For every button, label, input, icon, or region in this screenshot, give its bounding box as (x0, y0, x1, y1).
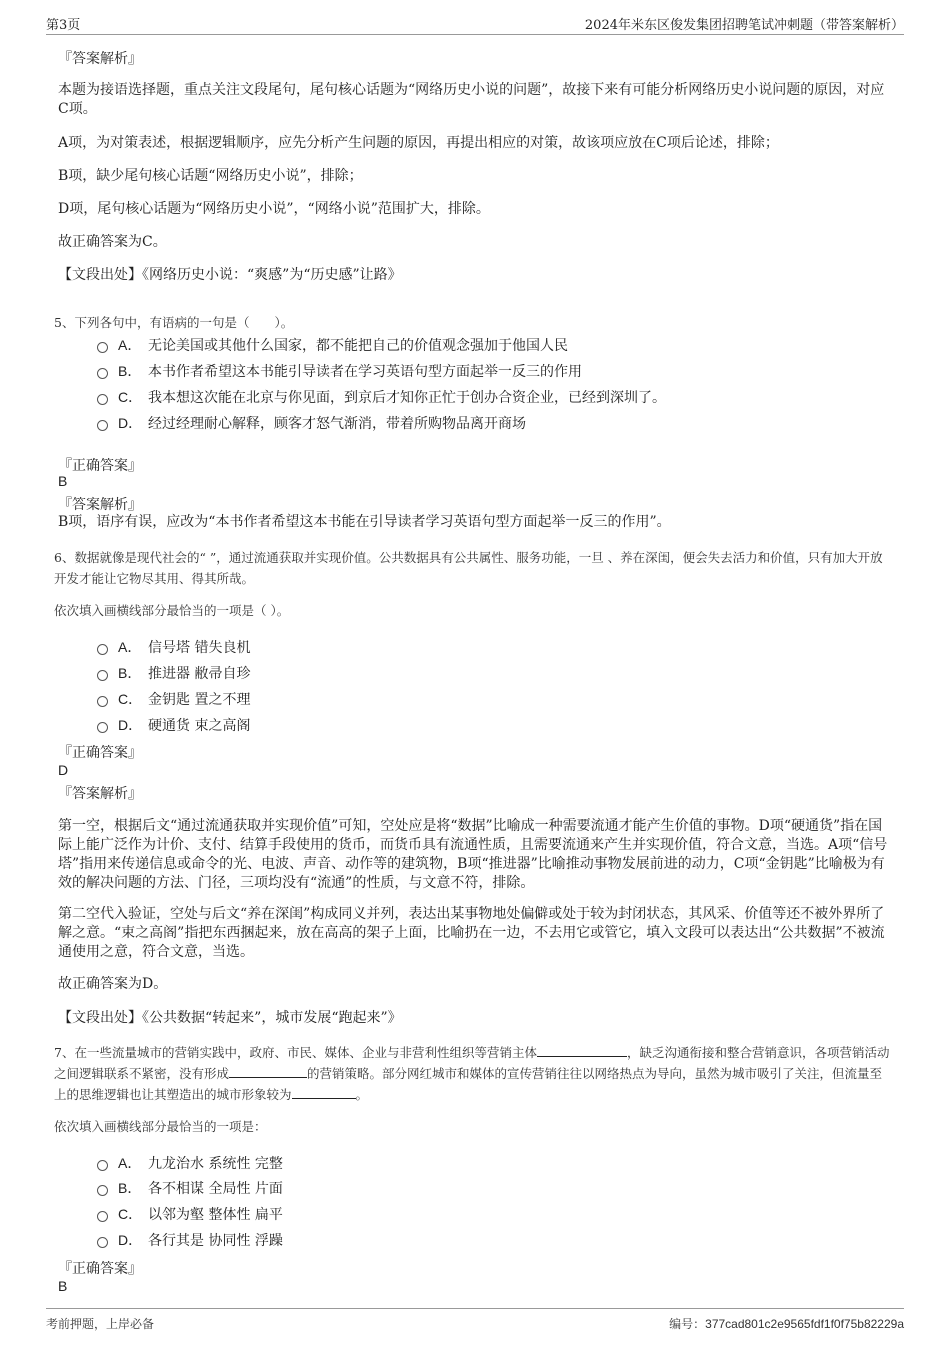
q5-option-b[interactable] (97, 360, 582, 382)
blank-2 (229, 1065, 307, 1078)
radio-icon[interactable] (97, 420, 108, 431)
radio-icon[interactable] (97, 644, 108, 655)
q4-conclusion: 故正确答案为C。 (58, 234, 167, 250)
footer-code: 编号：377cad801c2e9565fdf1f0f75b82229a (669, 1317, 904, 1331)
q6-option-a[interactable] (97, 636, 250, 658)
radio-icon[interactable] (97, 1185, 108, 1196)
option-text: 我本想这次能在北京与你见面，到京后才知你正忙于创办合资企业，已经到深圳了。 (148, 390, 666, 406)
q7-instruction: 依次填入画横线部分最恰当的一项是： (54, 1119, 267, 1134)
q5-option-a[interactable] (97, 334, 568, 356)
q7-question (54, 1042, 890, 1105)
q7-answer: B (58, 1278, 68, 1294)
radio-icon[interactable] (97, 394, 108, 405)
q7-option-b[interactable] (97, 1177, 283, 1199)
radio-icon[interactable] (97, 722, 108, 733)
radio-icon[interactable] (97, 1211, 108, 1222)
q6-option-c[interactable] (97, 688, 250, 710)
option-letter: A． (118, 639, 142, 655)
option-letter: A． (118, 1155, 142, 1171)
radio-icon[interactable] (97, 670, 108, 681)
q5-answer: B (58, 473, 68, 489)
page-footer (46, 1308, 904, 1339)
q6-analysis-p1: 第一空，根据后文“通过流通获取并实现价值”可知，空处应是将“数据”比喻成一种需要流通才能产生价值的事物。D项“硬通货”指在国际上能广泛作为计价、支付、结算手段使用的货币，而货币具有流通性质，且需要流通来产生并实现价值，符合文意，当选。A项“信号塔”指用来传递信息或命令的光、电波、声音、动作等的建筑物，B项“推进器”比喻推动事物发展前进的动力，C项“金钥匙”比喻极为有效的解决问题的方法、门径，三项均没有“流通”的性质，与文意不符，排除。 (58, 818, 888, 891)
option-text: 信号塔 错失良机 (148, 640, 251, 656)
q4-analysis-label: 『答案解析』 (58, 51, 142, 67)
q6-option-d[interactable] (97, 714, 250, 736)
option-text: 本书作者希望这本书能引导读者在学习英语句型方面起举一反三的作用 (148, 364, 582, 380)
option-text: 经过经理耐心解释，顾客才怒气渐消，带着所购物品离开商场 (148, 416, 526, 432)
footer-slogan: 考前押题，上岸必备 (46, 1317, 155, 1331)
option-text: 推进器 敝帚自珍 (148, 666, 251, 682)
option-text: 九龙治水 系统性 完整 (148, 1156, 283, 1172)
option-letter: A． (118, 337, 142, 353)
blank-1 (537, 1044, 627, 1057)
option-text: 以邻为壑 整体性 扁平 (148, 1207, 283, 1223)
q6-answer-label: 『正确答案』 (58, 745, 142, 761)
q7-question-part2: ，缺乏沟通衔接和整合营销意识，各项营销活动之间逻辑联系不紧密，没有形成 (54, 1045, 890, 1081)
q4-analysis-p1: 本题为接语选择题，重点关注文段尾句，尾句核心话题为“网络历史小说的问题”，故接下来有可能分析网络历史小说问题的原因，对应C项。 (58, 82, 885, 117)
q7-option-d[interactable] (97, 1229, 283, 1251)
option-letter: B． (118, 1180, 142, 1196)
option-letter: B． (118, 665, 142, 681)
q6-instruction: 依次填入画横线部分最恰当的一项是（ ）。 (54, 603, 290, 618)
q4-analysis-b: B项，缺少尾句核心话题“网络历史小说”，排除； (58, 168, 363, 184)
q7-option-a[interactable] (97, 1152, 283, 1174)
q6-analysis-label: 『答案解析』 (58, 786, 142, 802)
option-text: 金钥匙 置之不理 (148, 692, 251, 708)
q7-question-part3: 的营销策略。部分网红城市和媒体的宣传营销往往以网络热点为导向，虽然为城市吸引了关注，但流量至上的思维逻辑也让其塑造出的城市形象较为 (54, 1066, 883, 1102)
q5-answer-label: 『正确答案』 (58, 458, 142, 474)
q4-analysis-a: A项，为对策表述，根据逻辑顺序，应先分析产生问题的原因，再提出相应的对策，故该项应放在C项后论述，排除； (58, 135, 779, 151)
option-text: 各行其是 协同性 浮躁 (148, 1233, 283, 1249)
q6-answer: D (58, 762, 69, 778)
option-letter: B． (118, 363, 142, 379)
q6-analysis-p2: 第二空代入验证，空处与后文“养在深闺”构成同义并列，表达出某事物地处偏僻或处于较为封闭状态，其风采、价值等还不被外界所了解之意。“束之高阁”指把东西捆起来，放在高高的架子上面，比喻扔在一边，不去用它或管它，填入文段可以表达出“公共数据”不被流通使用之意，符合文意，当选。 (58, 906, 885, 960)
q6-question: 6、数据就像是现代社会的“ ”，通过流通获取并实现价值。公共数据具有公共属性、服务功能，一旦 、养在深闺，便会失去活力和价值，只有加大开放开发才能让它物尽其用、得其所哉。 (54, 550, 883, 586)
radio-icon[interactable] (97, 1160, 108, 1171)
option-text: 硬通货 束之高阁 (148, 718, 251, 734)
q7-option-c[interactable] (97, 1203, 283, 1225)
option-letter: C． (118, 691, 143, 707)
radio-icon[interactable] (97, 342, 108, 353)
q7-answer-label: 『正确答案』 (58, 1261, 142, 1277)
q5-option-d[interactable] (97, 412, 526, 434)
option-letter: D． (118, 717, 143, 733)
option-letter: C． (118, 1206, 143, 1222)
blank-3 (292, 1086, 356, 1099)
option-text: 无论美国或其他什么国家，都不能把自己的价值观念强加于他国人民 (148, 338, 568, 354)
option-letter: D． (118, 415, 143, 431)
q7-question-part4: 。 (355, 1087, 369, 1102)
page-header (46, 12, 904, 35)
q6-option-b[interactable] (97, 662, 250, 684)
q6-source: 【文段出处】《公共数据“转起来”，城市发展“跑起来”》 (58, 1010, 402, 1026)
q5-option-c[interactable] (97, 386, 666, 408)
page-number: 第3页 (46, 18, 81, 33)
q5-analysis: B项，语序有误，应改为“本书作者希望这本书能在引导读者学习英语句型方面起举一反三的作用”。 (58, 514, 671, 530)
radio-icon[interactable] (97, 696, 108, 707)
option-text: 各不相谋 全局性 片面 (148, 1181, 283, 1197)
q5-analysis-label: 『答案解析』 (58, 497, 142, 513)
q7-question-part1: 7、在一些流量城市的营销实践中，政府、市民、媒体、企业与非营利性组织等营销主体 (54, 1045, 537, 1060)
q4-source: 【文段出处】《网络历史小说：“爽感”为“历史感”让路》 (58, 267, 402, 283)
q4-analysis-d: D项，尾句核心话题为“网络历史小说”，“网络小说”范围扩大，排除。 (58, 201, 490, 217)
document-title: 2024年米东区俊发集团招聘笔试冲刺题（带答案解析） (584, 18, 904, 33)
option-letter: D． (118, 1232, 143, 1248)
radio-icon[interactable] (97, 1237, 108, 1248)
q6-conclusion: 故正确答案为D。 (58, 976, 168, 992)
q5-question: 5、下列各句中，有语病的一句是（ ）。 (54, 315, 294, 330)
option-letter: C． (118, 389, 143, 405)
radio-icon[interactable] (97, 368, 108, 379)
